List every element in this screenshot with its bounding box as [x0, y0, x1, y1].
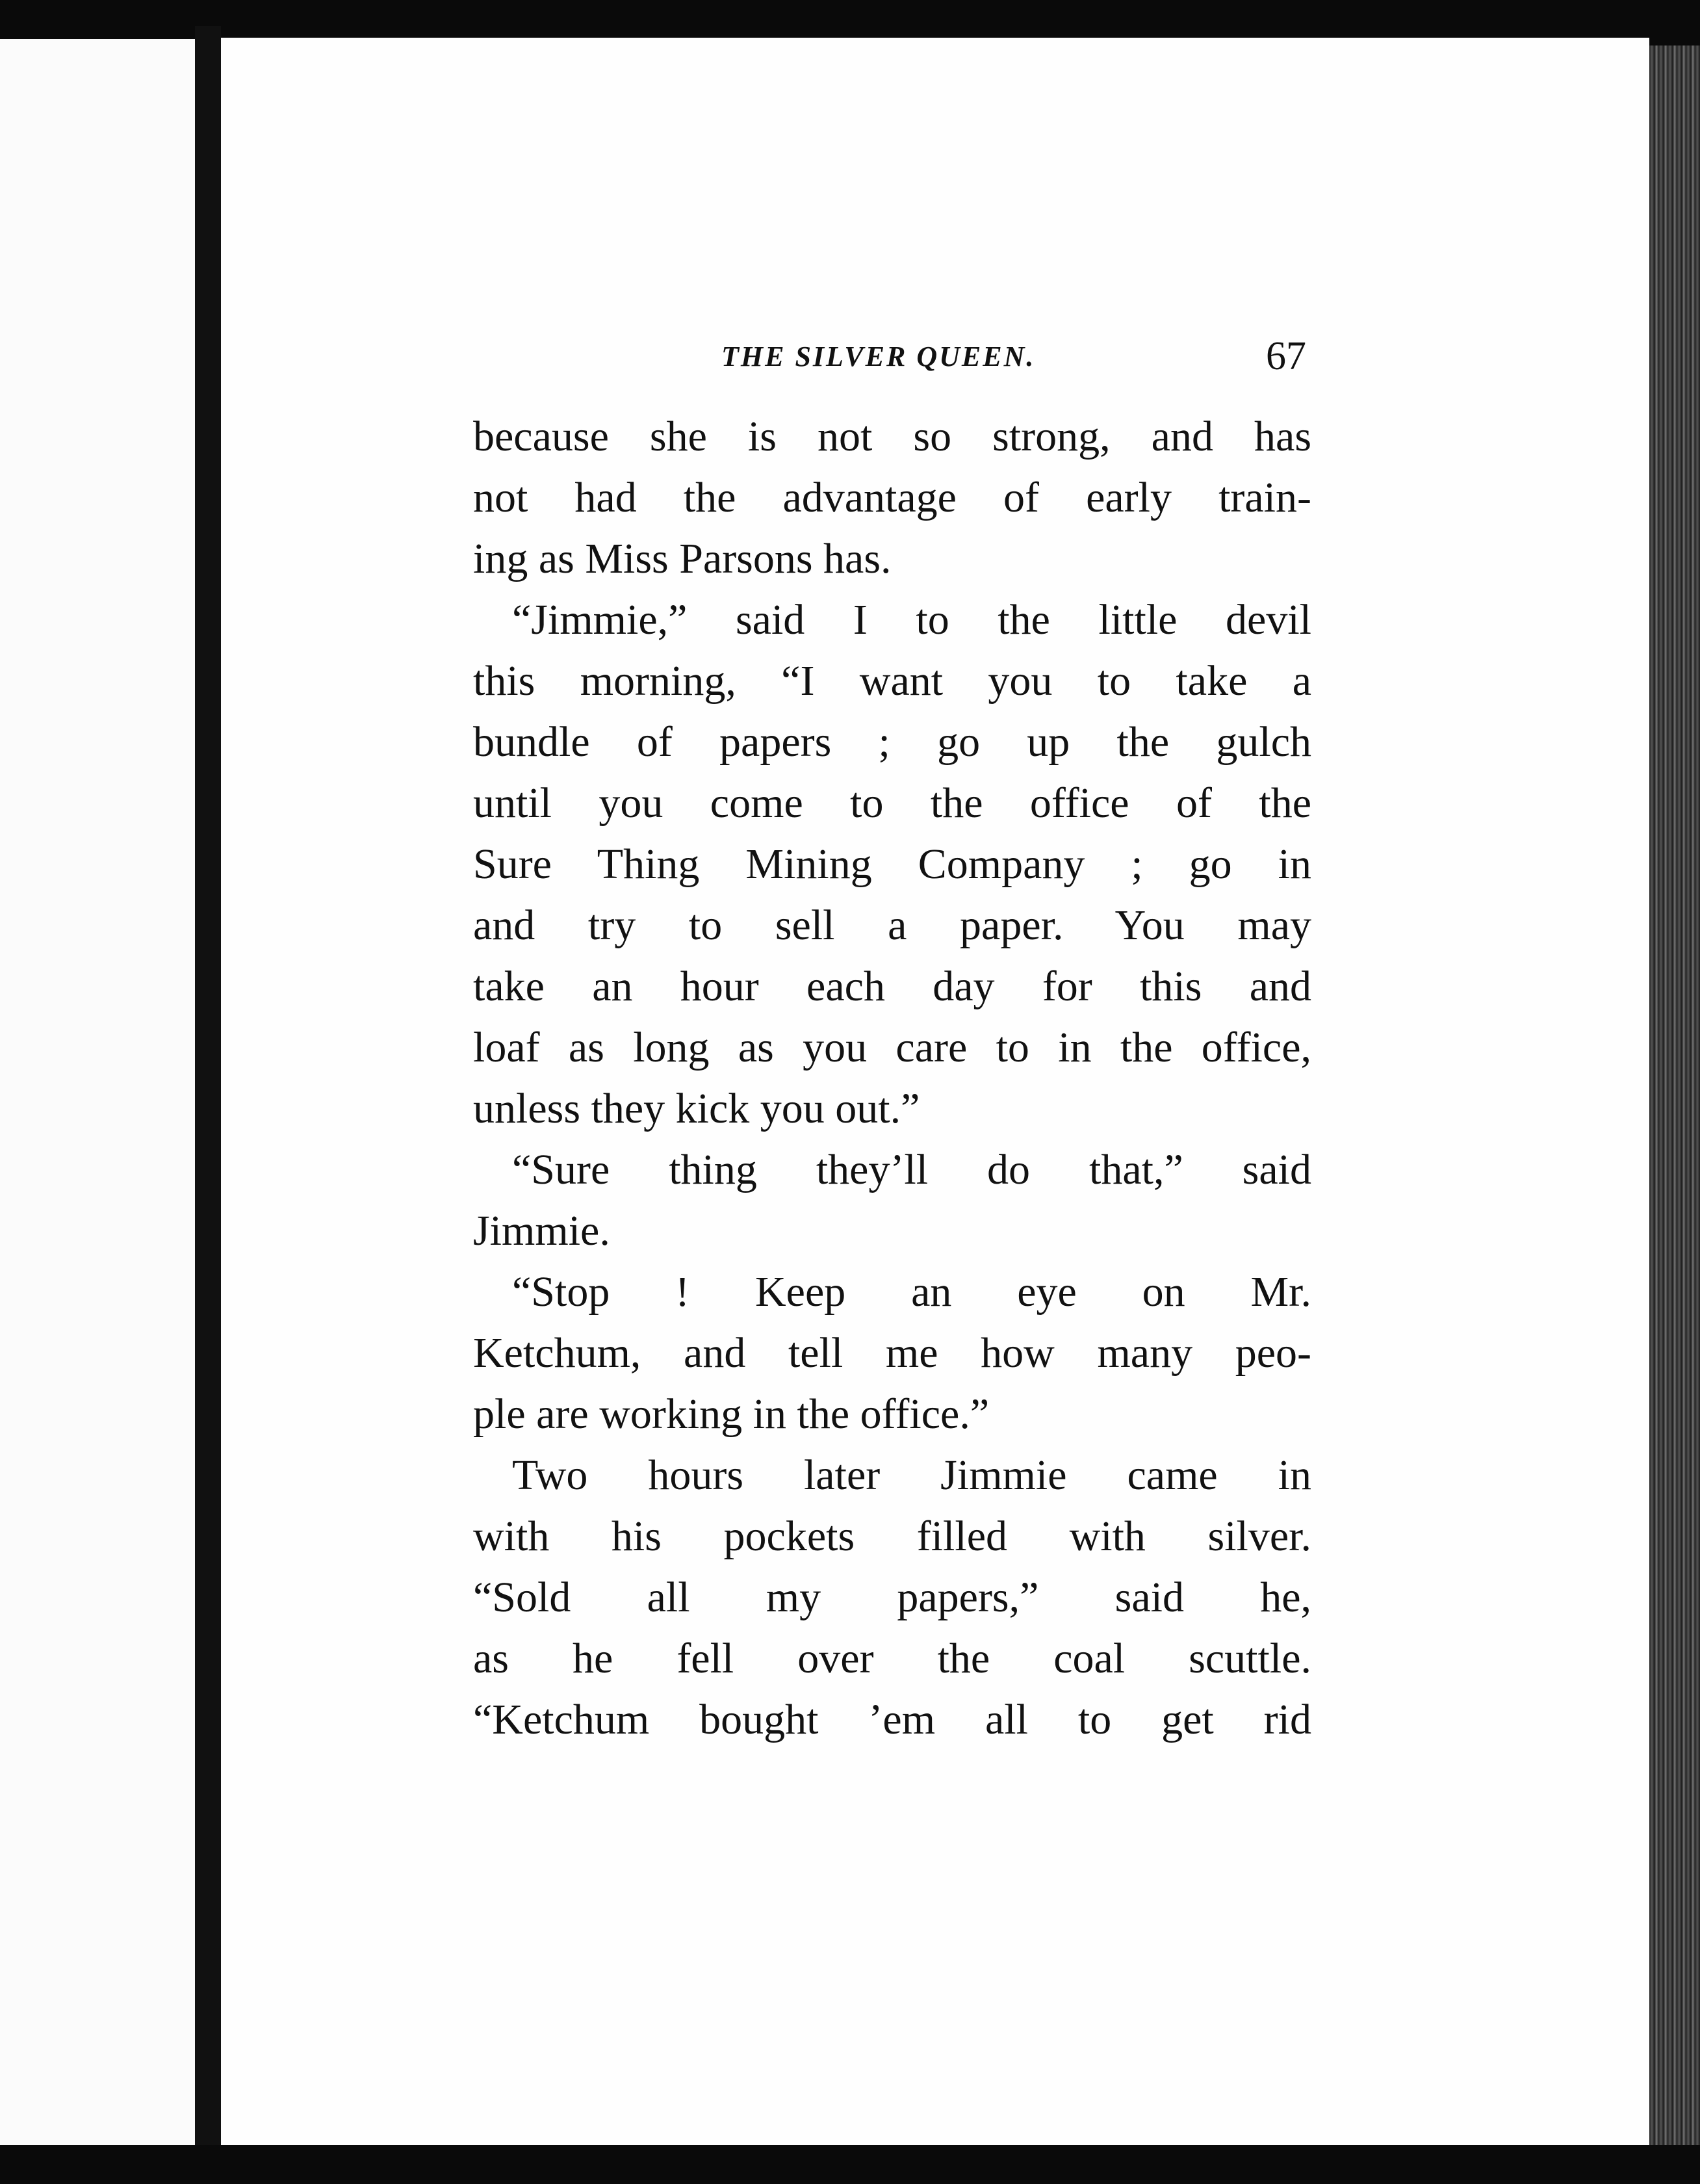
text-line: Sure Thing Mining Company ; go in [473, 840, 1311, 888]
book-gutter [195, 26, 221, 2164]
text-line: with his pockets filled with silver. [473, 1513, 1311, 1560]
text-line: ple are working in the office.” [473, 1390, 990, 1438]
text-line: Ketchum, and tell me how many peo- [473, 1329, 1311, 1377]
text-line: loaf as long as you care to in the office, [473, 1024, 1311, 1071]
facing-page-edge [0, 39, 195, 2145]
text-line: until you come to the office of the [473, 779, 1311, 827]
text-line: take an hour each day for this and [473, 963, 1311, 1010]
page-header [721, 328, 1306, 387]
text-line: ing as Miss Parsons has. [473, 535, 892, 582]
background-bottom [0, 2145, 1700, 2184]
text-line: “Sold all my papers,” said he, [473, 1574, 1311, 1621]
text-line: and try to sell a paper. You may [473, 902, 1311, 949]
text-line: “Sure thing they’ll do that,” said [512, 1146, 1311, 1193]
text-line: as he fell over the coal scuttle. [473, 1635, 1311, 1682]
page-number: 67 [1266, 334, 1306, 378]
text-line: Jimmie. [473, 1207, 610, 1254]
text-line: Two hours later Jimmie came in [512, 1451, 1311, 1499]
text-line: this morning, “I want you to take a [473, 657, 1311, 705]
text-line: unless they kick you out.” [473, 1085, 920, 1132]
text-line: because she is not so strong, and has [473, 413, 1311, 460]
text-line: “Ketchum bought ’em all to get rid [473, 1696, 1311, 1743]
text-line: “Jimmie,” said I to the little devil [512, 596, 1311, 644]
text-line: not had the advantage of early train- [473, 474, 1311, 521]
text-line: bundle of papers ; go up the gulch [473, 718, 1311, 766]
body-text [473, 406, 1311, 1750]
text-line: “Stop ! Keep an eye on Mr. [512, 1268, 1311, 1316]
running-title: THE SILVER QUEEN. [721, 341, 1036, 372]
page-edges [1649, 46, 1700, 2158]
